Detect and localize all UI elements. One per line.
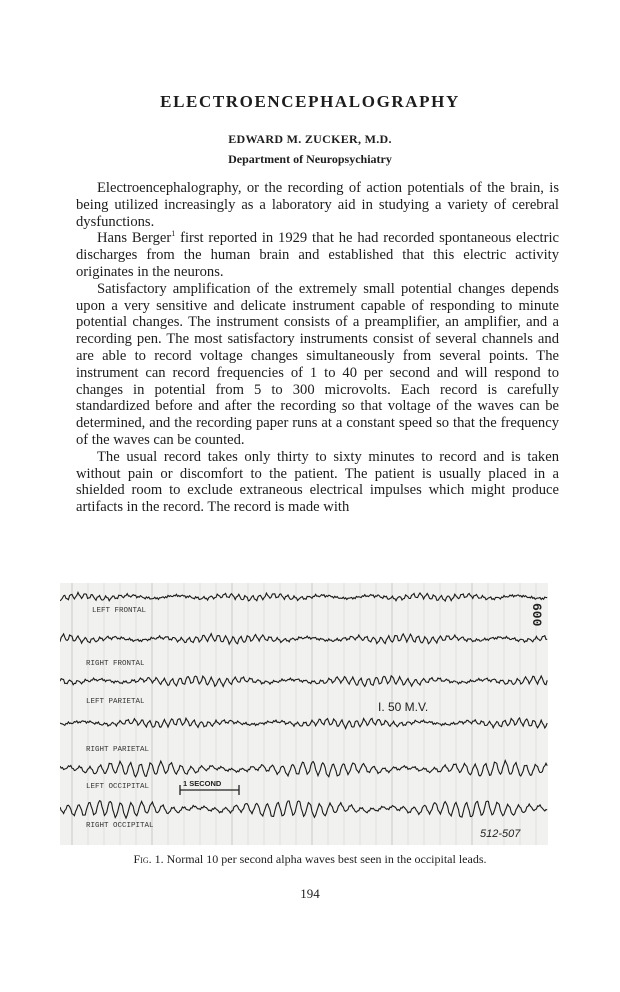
paragraph-procedure: The usual record takes only thirty to sixty minutes to record and is taken without pain or discomfort to the patient. The patient is usually placed in a shielded room to exclude extraneous electrical impulses which might produce artifacts in the record. The record is made with	[76, 448, 559, 516]
eeg-tracing	[60, 583, 548, 845]
paragraph-intro: Electroencephalography, or the recording of action potentials of the brain, is being utilized increasingly as a laboratory aid in studying a variety of cerebral dysfunctions.	[76, 180, 559, 230]
lead-label-right-occipital: RIGHT OCCIPITAL	[86, 822, 154, 830]
record-id: 512-507	[480, 828, 521, 840]
time-marker-label: 1 SECOND	[183, 779, 222, 788]
page-number: 194	[300, 886, 320, 901]
paragraph-amplification: Satisfactory amplification of the extremely small potential changes depends upon a very sensitive and delicate instrument capable of responding to minute potential changes. The instrument consists of a preamplifier, an amplifier, and a recording pen. The most satisfactory instruments consist of several channels and are able to record voltage changes simultaneously from several points. The instrument can record frequencies of 1 to 40 per second and will respond to changes in potential from 5 to 300 microvolts. Each record is carefully standardized before and after the recording so that voltage of the waves can be determined, and the recording paper runs at a constant speed so that the frequency of the waves can be counted.	[76, 280, 559, 448]
reference-superscript: 1	[171, 229, 176, 239]
article-author: EDWARD M. ZUCKER, M.D.	[228, 132, 392, 146]
caption-text: Normal 10 per second alpha waves best seen in the occipital leads.	[163, 852, 487, 866]
figure-caption	[0, 852, 620, 867]
author-department: Department of Neuropsychiatry	[228, 152, 392, 166]
article-title: ELECTROENCEPHALOGRAPHY	[160, 92, 460, 111]
berger-rest: first reported in 1929 that he had recorded spontaneous electric discharges from the human brain and established that this electric activity originates in the neurons.	[76, 230, 559, 280]
article-body	[76, 180, 559, 516]
paragraph-berger	[76, 230, 559, 280]
calibration-label: I. 50 M.V.	[378, 700, 429, 714]
lead-label-left-parietal: LEFT PARIETAL	[86, 698, 145, 706]
lead-label-left-occipital: LEFT OCCIPITAL	[86, 783, 150, 791]
caption-label: Fig. 1.	[133, 852, 164, 866]
lead-label-right-parietal: RIGHT PARIETAL	[86, 746, 150, 754]
record-number: 600	[529, 603, 544, 627]
eeg-figure	[60, 583, 548, 845]
lead-label-right-frontal: RIGHT FRONTAL	[86, 660, 145, 668]
lead-label-left-frontal: LEFT FRONTAL	[92, 607, 147, 615]
berger-lead: Hans Berger	[97, 230, 172, 247]
